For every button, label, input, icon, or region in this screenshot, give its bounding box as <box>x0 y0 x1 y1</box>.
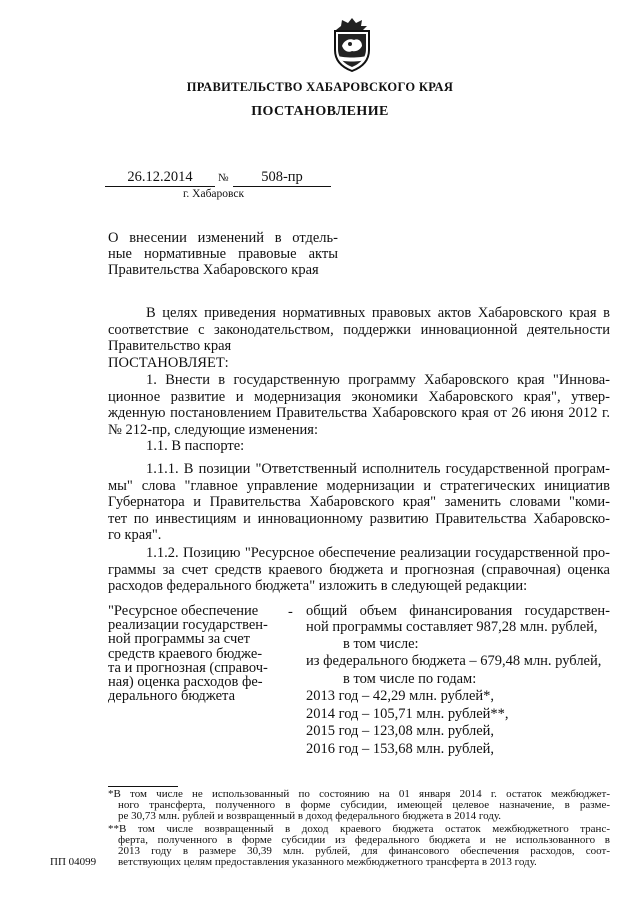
resource-label-line: ной программы за счет <box>108 631 251 648</box>
footnote-line: **В том числе возвращенный в доход краевого бюджета остаток межбюджетного транс- <box>108 823 610 835</box>
resource-total-line: общий объем финансирования государствен- <box>306 603 610 619</box>
document-code: ПП 04099 <box>50 856 97 868</box>
resource-label-line: "Ресурсное обеспечение <box>108 603 259 619</box>
resource-label-line: дерального бюджета <box>108 688 236 705</box>
paragraph-1-1-1 <box>108 461 610 544</box>
preamble-line: В целях приведения нормативных правовых актов Хабаровского края в <box>146 305 610 321</box>
subject-line: О внесении изменений в отдель- <box>108 230 338 246</box>
footnote-line: ного трансферта, полученного в форме субсидии, имеющей целевое назначение, в разме- <box>118 799 610 811</box>
city: г. Хабаровск <box>183 188 245 200</box>
resource-year: 2016 год – 153,68 млн. рублей, <box>306 740 495 757</box>
resource-label-line: ная) оценка расходов фе- <box>108 674 263 691</box>
resource-label-line: средств краевого бюдже- <box>108 645 263 662</box>
coat-of-arms-icon <box>330 16 374 72</box>
paragraph-1 <box>108 372 610 455</box>
footnote-2 <box>108 824 610 868</box>
paragraph-line: граммы за счет средств краевого бюджета и прогнозная (справочная) оценка <box>108 561 610 578</box>
paragraph-line: тет по инвестициям и инновационному развитию Правительства Хабаровско- <box>108 510 610 527</box>
document-number: 508-пр <box>233 168 331 187</box>
footnote-line: ветствующих целям предоставления указанного межбюджетного трансферта в 2013 году. <box>118 856 537 868</box>
footnote-1 <box>108 789 610 822</box>
government-title: ПРАВИТЕЛЬСТВО ХАБАРОВСКОГО КРАЯ <box>186 80 454 94</box>
footnote-line: ферта, полученного в форме субсидии из федерального бюджета и не использованного в <box>118 834 610 846</box>
paragraph-line: ционное развитие и модернизация экономики Хабаровского края", утвер- <box>108 388 610 405</box>
resource-label-line: реализации государствен- <box>108 617 268 634</box>
preamble-line: соответствие с законодательством, поддержки инновационной деятельности <box>108 321 610 338</box>
paragraph-1-1: 1.1. В паспорте: <box>146 438 245 455</box>
paragraph-line: мы" слова "главное управление модернизации и стратегических инициатив <box>108 477 610 494</box>
resource-year: 2015 год – 123,08 млн. рублей, <box>306 723 495 739</box>
subject-line: Правительства Хабаровского края <box>108 262 319 278</box>
paragraph-line: № 212-пр, следующие изменения: <box>108 421 318 438</box>
resource-year: 2014 год – 105,71 млн. рублей**, <box>306 705 509 722</box>
resource-including: в том числе: <box>343 635 419 652</box>
document-subject <box>108 230 338 278</box>
paragraph-line: 1.1.2. Позицию "Ресурсное обеспечение реализации государственной про- <box>146 545 610 561</box>
resource-total-line: ной программы составляет 987,28 млн. рублей, <box>306 618 598 635</box>
resource-by-year: в том числе по годам: <box>343 670 477 687</box>
footnote-line: *В том числе не использованный по состоянию на 01 января 2014 г. остаток межбюджет- <box>108 788 610 800</box>
paragraph-line: 1. Внести в государственную программу Хабаровского края "Иннова- <box>146 372 610 388</box>
paragraph-line: жденную постановлением Правительства Хабаровского края от 26 июня 2012 г. <box>108 405 610 422</box>
subject-line: ные нормативные правовые акты <box>108 246 338 262</box>
paragraph-line: го края". <box>108 527 162 544</box>
resource-federal: из федерального бюджета – 679,48 млн. рублей, <box>306 653 602 669</box>
resource-label-line: та и прогнозная (справоч- <box>108 659 268 676</box>
resource-values <box>306 604 610 758</box>
footnote-separator <box>108 786 178 787</box>
resolves-label: ПОСТАНОВЛЯЕТ: <box>108 354 229 371</box>
resource-label <box>108 604 273 703</box>
paragraph-line: Губернатора и Правительства Хабаровского края" заменить словами "коми- <box>108 494 610 511</box>
resource-dash: - <box>288 604 293 620</box>
paragraph-1-1-2 <box>108 545 610 595</box>
document-date: 26.12.2014 <box>105 168 215 187</box>
preamble <box>108 305 610 371</box>
preamble-line: Правительство края <box>108 338 232 355</box>
number-sign: № <box>218 172 229 184</box>
document-type: ПОСТАНОВЛЕНИЕ <box>251 104 389 119</box>
resource-year: 2013 год – 42,29 млн. рублей*, <box>306 688 495 704</box>
paragraph-line: 1.1.1. В позиции "Ответственный исполнитель государственной програм- <box>146 461 610 477</box>
footnote-line: ре 30,73 млн. рублей и возвращенный в доход федерального бюджета в 2014 году. <box>118 810 502 822</box>
footnote-line: 2013 году в размере 30,39 млн. рублей, для финансового обеспечения расходов, соот- <box>118 845 610 857</box>
paragraph-line: расходов федерального бюджета" изложить в следующей редакции: <box>108 578 528 595</box>
